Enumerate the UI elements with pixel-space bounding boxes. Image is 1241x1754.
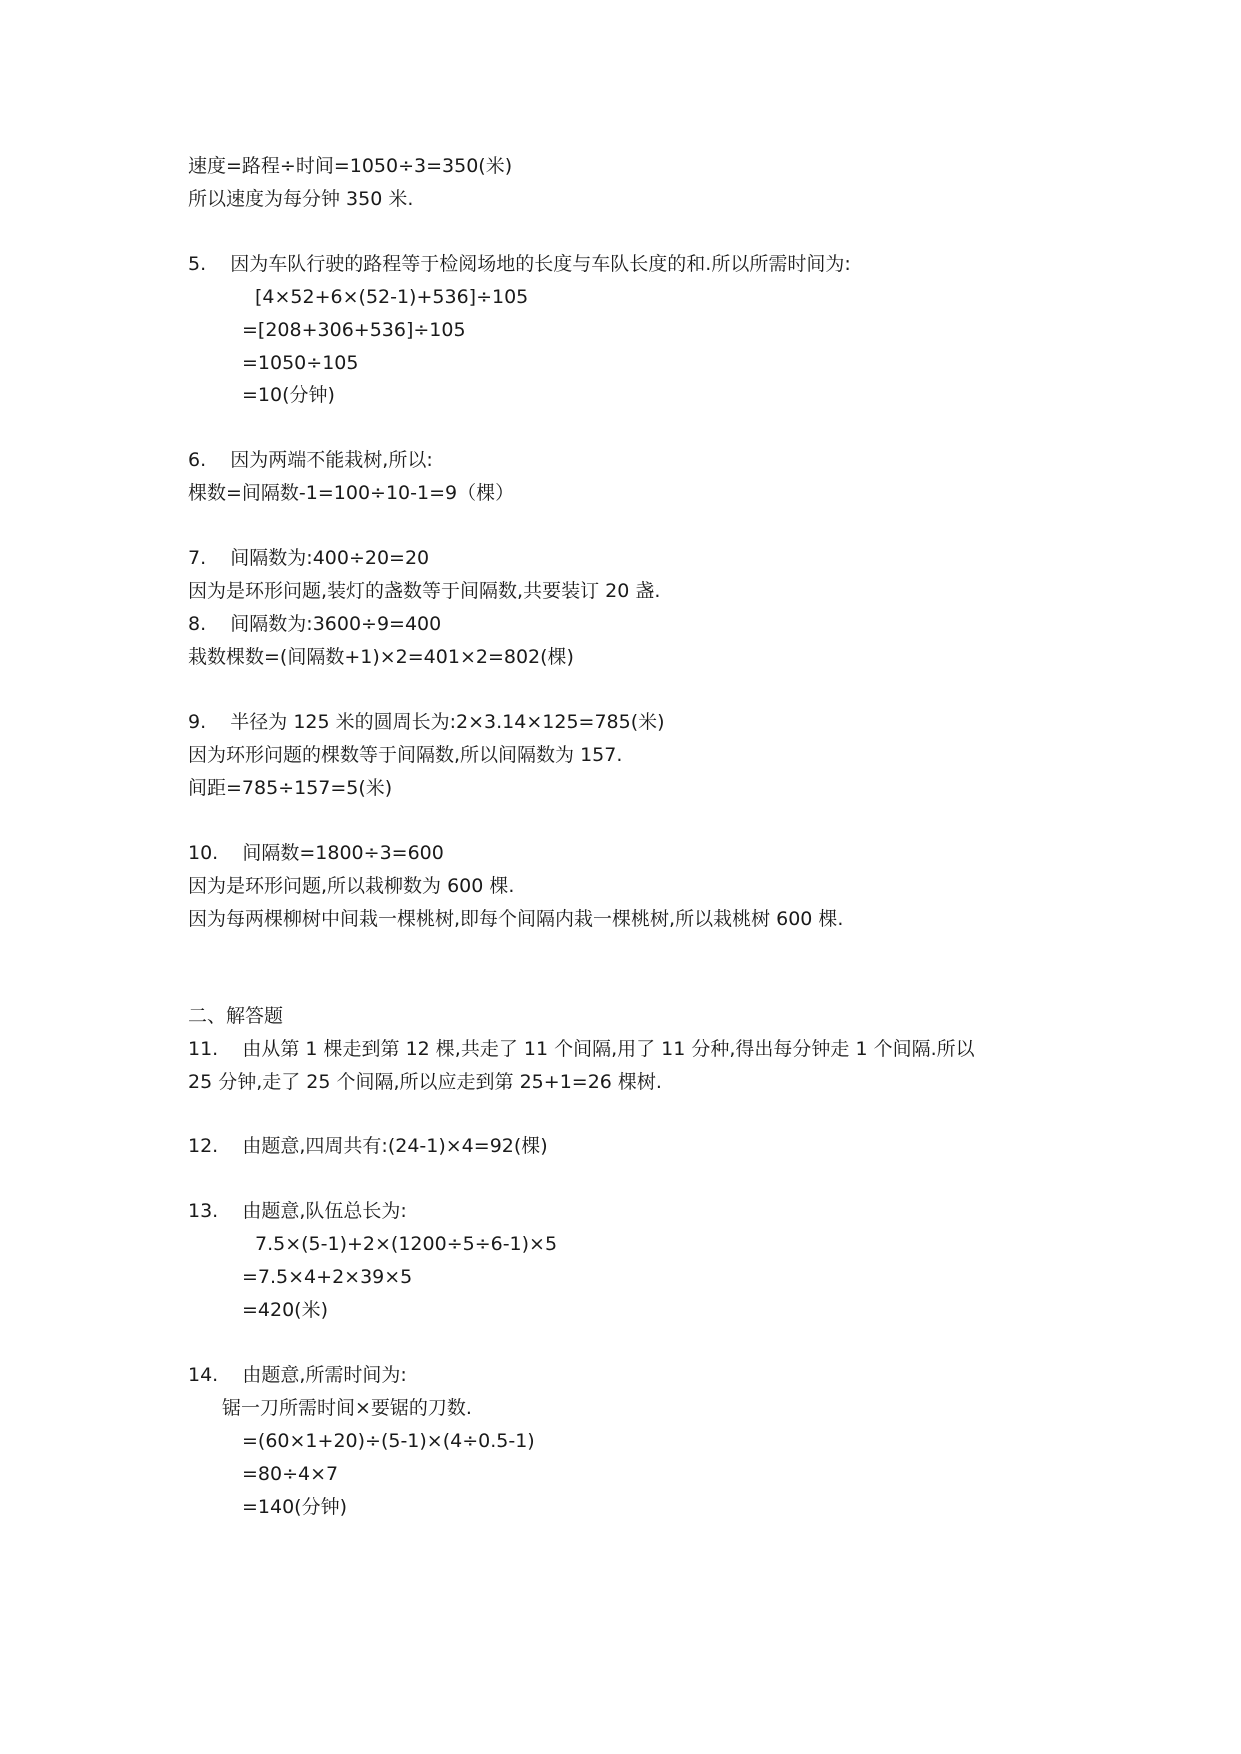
formula-line: =(60×1+20)÷(5-1)×(4÷0.5-1) <box>242 1430 535 1452</box>
text-line: 锯一刀所需时间×要锯的刀数. <box>222 1397 472 1419</box>
formula-line: 7.5×(5-1)+2×(1200÷5÷6-1)×5 <box>255 1233 558 1255</box>
text-line: 所以速度为每分钟 350 米. <box>188 188 414 210</box>
text-line: 间距=785÷157=5(米) <box>188 777 393 799</box>
text-line: 13. 由题意,队伍总长为: <box>188 1200 407 1222</box>
formula-line: =7.5×4+2×39×5 <box>242 1266 413 1288</box>
section-heading: 二、解答题 <box>188 1005 284 1027</box>
text-line: 因为每两棵柳树中间栽一棵桃树,即每个间隔内栽一棵桃树,所以栽桃树 600 棵. <box>188 908 844 930</box>
text-line: 栽数棵数=(间隔数+1)×2=401×2=802(棵) <box>188 646 574 668</box>
text-line: 12. 由题意,四周共有:(24-1)×4=92(棵) <box>188 1135 548 1157</box>
formula-line: =420(米) <box>242 1299 329 1321</box>
formula-line: =80÷4×7 <box>242 1463 339 1485</box>
formula-line: [4×52+6×(52-1)+536]÷105 <box>255 286 529 308</box>
text-line: 棵数=间隔数-1=100÷10-1=9（棵） <box>188 482 515 504</box>
text-line: 9. 半径为 125 米的圆周长为:2×3.14×125=785(米) <box>188 711 665 733</box>
text-line: 因为是环形问题,装灯的盏数等于间隔数,共要装订 20 盏. <box>188 580 661 602</box>
text-line: 因为是环形问题,所以栽柳数为 600 棵. <box>188 875 515 897</box>
text-line: 5. 因为车队行驶的路程等于检阅场地的长度与车队长度的和.所以所需时间为: <box>188 253 851 275</box>
formula-line: =10(分钟) <box>242 384 335 406</box>
formula-line: =1050÷105 <box>242 352 359 374</box>
text-line: 10. 间隔数=1800÷3=600 <box>188 842 444 864</box>
text-line: 速度=路程÷时间=1050÷3=350(米) <box>188 155 513 177</box>
text-line: 因为环形问题的棵数等于间隔数,所以间隔数为 157. <box>188 744 623 766</box>
text-line: 25 分钟,走了 25 个间隔,所以应走到第 25+1=26 棵树. <box>188 1071 662 1093</box>
formula-line: =140(分钟) <box>242 1496 348 1518</box>
text-line: 6. 因为两端不能栽树,所以: <box>188 449 433 471</box>
text-line: 8. 间隔数为:3600÷9=400 <box>188 613 442 635</box>
formula-line: =[208+306+536]÷105 <box>242 319 466 341</box>
text-line: 11. 由从第 1 棵走到第 12 棵,共走了 11 个间隔,用了 11 分种,得出每分钟走 1 个间隔.所以 <box>188 1038 975 1060</box>
text-line: 14. 由题意,所需时间为: <box>188 1364 407 1386</box>
text-line: 7. 间隔数为:400÷20=20 <box>188 547 430 569</box>
